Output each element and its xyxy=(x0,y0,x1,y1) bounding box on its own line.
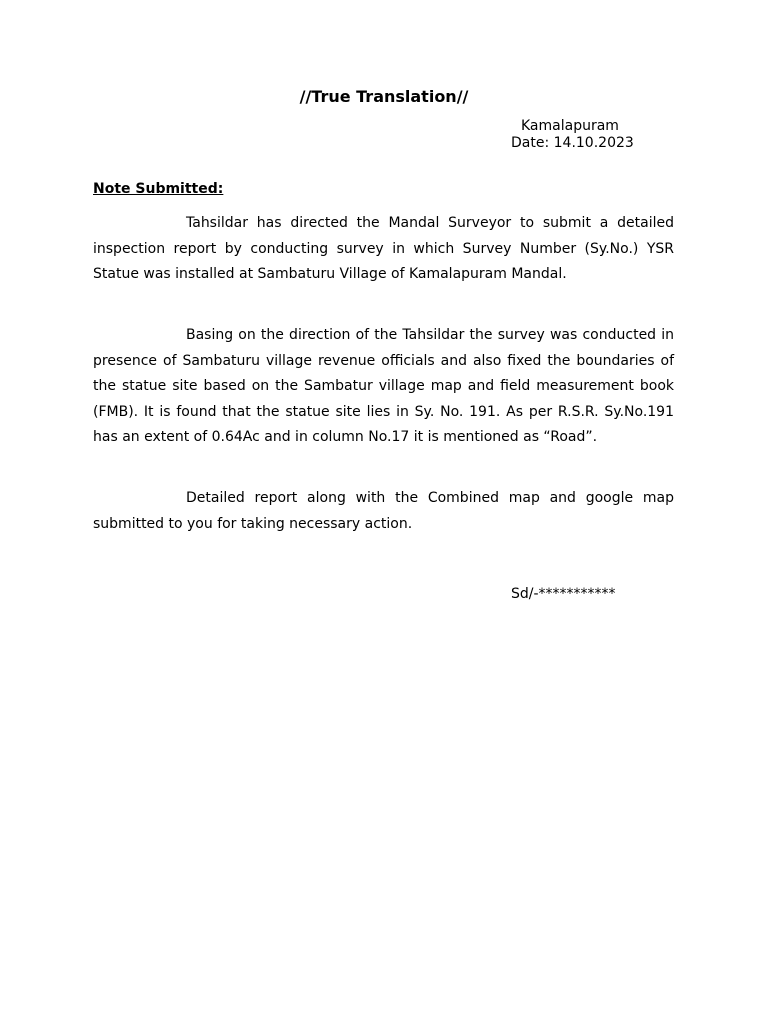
place-name: Kamalapuram xyxy=(521,118,619,134)
signature: Sd/-*********** xyxy=(511,586,616,602)
document-date: Date: 14.10.2023 xyxy=(511,135,634,151)
document-title: //True Translation// xyxy=(299,87,469,106)
note-heading: Note Submitted: xyxy=(93,181,224,197)
paragraph-3: Detailed report along with the Combined map and google map submitted to you for taking necessary action. xyxy=(93,490,674,532)
paragraph-2: Basing on the direction of the Tahsildar the survey was conducted in presence of Sambaturu village revenue officials and also fixed the boundaries of the statue site based on the Sambatur village map and field measurement book (FMB). It is found that the statue site lies in Sy. No. 191. As per R.S.R. Sy.No.191 has an extent of 0.64Ac and in column No.17 it is mentioned as “Road”. xyxy=(93,327,674,446)
paragraph-1: Tahsildar has directed the Mandal Surveyor to submit a detailed inspection report by conducting survey in which Survey Number (Sy.No.) YSR Statue was installed at Sambaturu Village of Kamalapuram Mandal. xyxy=(93,215,674,283)
